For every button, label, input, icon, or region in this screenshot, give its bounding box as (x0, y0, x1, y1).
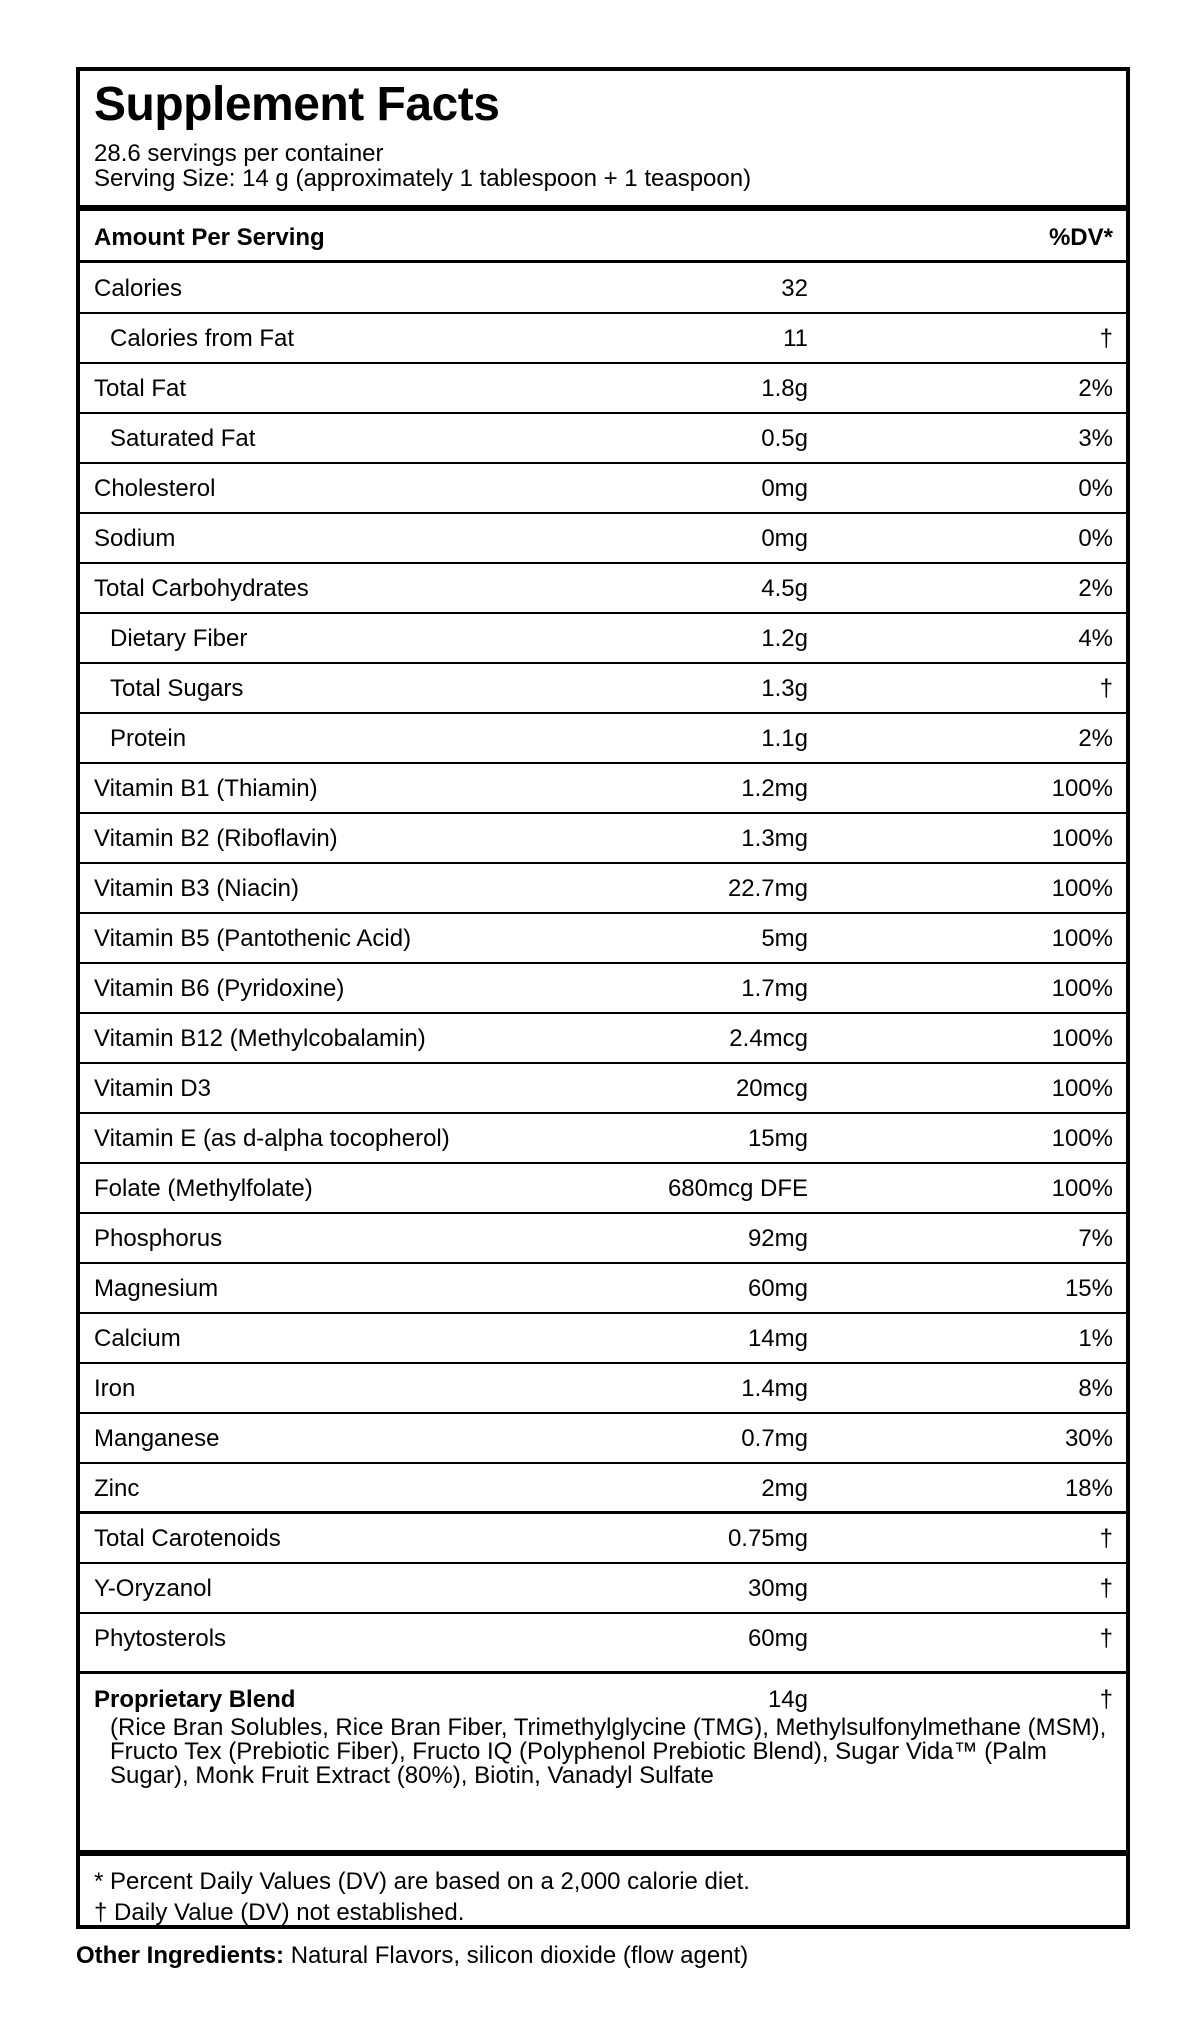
nutrient-dv: † (1099, 325, 1113, 352)
table-header (80, 211, 1126, 260)
nutrient-amount: 11 (783, 325, 808, 352)
nutrient-amount: 20mcg (735, 1075, 808, 1102)
table-row (80, 613, 1126, 663)
table-row (80, 363, 1126, 413)
table-row (80, 1113, 1126, 1163)
other-ingredients (76, 1942, 748, 1970)
table-row (80, 813, 1126, 863)
nutrient-name: Total Carotenoids (94, 1525, 281, 1552)
amount-per-serving-header: Amount Per Serving (94, 224, 325, 251)
nutrient-name: Dietary Fiber (110, 625, 248, 652)
nutrient-name: Phosphorus (94, 1225, 223, 1252)
nutrient-amount: 2mg (761, 1475, 808, 1502)
table-row (80, 1513, 1126, 1563)
table-row (80, 413, 1126, 463)
nutrient-dv: 2% (1078, 375, 1113, 402)
nutrient-name: Vitamin D3 (94, 1075, 211, 1102)
supplement-facts-panel (76, 67, 1130, 1929)
dv-header: %DV* (1048, 224, 1113, 251)
nutrient-dv: 4% (1078, 625, 1113, 652)
nutrient-name: Iron (94, 1375, 136, 1402)
nutrient-dv: 100% (1051, 825, 1113, 852)
nutrient-dv: 100% (1051, 1025, 1113, 1052)
dagger-footnote: † Daily Value (DV) not established. (94, 1899, 465, 1926)
nutrient-name: Calories (94, 275, 183, 302)
blend-ingredients: (Rice Bran Solubles, Rice Bran Fiber, Trimethylglycine (TMG), Methylsulfonylmethane (MSM), Fructo Tex (Prebiotic Fiber), Fructo IQ (Polyphenol Prebiotic Blend), Sugar Vida™ (Palm Sugar), Monk Fruit Extract (80%), Biotin, Vanadyl Sulfate (110, 1714, 1107, 1789)
table-row (80, 1163, 1126, 1213)
nutrient-name: Calcium (94, 1325, 181, 1352)
table-row (80, 963, 1126, 1013)
nutrient-name: Vitamin B12 (Methylcobalamin) (94, 1025, 426, 1052)
nutrient-name: Vitamin B6 (Pyridoxine) (94, 975, 345, 1002)
nutrient-amount: 0mg (761, 525, 808, 552)
nutrient-name: Sodium (94, 525, 176, 552)
nutrient-amount: 1.1g (761, 725, 808, 752)
nutrient-dv: 0% (1078, 525, 1113, 552)
nutrient-amount: 0mg (761, 475, 808, 502)
nutrient-name: Vitamin B5 (Pantothenic Acid) (94, 925, 412, 952)
table-row (80, 263, 1126, 313)
table-row (80, 713, 1126, 763)
nutrient-name: Zinc (94, 1475, 140, 1502)
nutrient-amount: 680mcg DFE (667, 1175, 808, 1202)
nutrient-name: Vitamin B1 (Thiamin) (94, 775, 318, 802)
nutrient-name: Total Sugars (110, 675, 244, 702)
other-ingredients-text: Natural Flavors, silicon dioxide (flow agent) (284, 1942, 749, 1969)
nutrient-name: Cholesterol (94, 475, 216, 502)
nutrient-dv: † (1099, 675, 1113, 702)
table-row (80, 1063, 1126, 1113)
nutrient-dv: 2% (1078, 725, 1113, 752)
nutrient-dv: 30% (1064, 1425, 1113, 1452)
nutrient-amount: 1.7mg (741, 975, 808, 1002)
table-row (80, 463, 1126, 513)
dv-footnote: * Percent Daily Values (DV) are based on a 2,000 calorie diet. (94, 1868, 750, 1895)
table-row (80, 763, 1126, 813)
nutrient-dv: 2% (1078, 575, 1113, 602)
nutrient-name: Calories from Fat (110, 325, 295, 352)
proprietary-blend (80, 1674, 1126, 1850)
nutrient-dv: 7% (1078, 1225, 1113, 1252)
label-title: Supplement Facts (94, 78, 500, 131)
nutrient-dv: 15% (1064, 1275, 1113, 1302)
nutrient-amount: 22.7mg (727, 875, 808, 902)
table-row (80, 1613, 1126, 1663)
nutrient-dv: 18% (1064, 1475, 1113, 1502)
blend-amount: 14g (767, 1686, 808, 1713)
servings-info (94, 141, 751, 191)
table-row (80, 1013, 1126, 1063)
nutrient-amount: 60mg (747, 1275, 808, 1302)
footnote-divider (80, 1850, 1126, 1856)
nutrient-name: Magnesium (94, 1275, 219, 1302)
nutrient-name: Folate (Methylfolate) (94, 1175, 313, 1202)
nutrient-name: Vitamin B2 (Riboflavin) (94, 825, 338, 852)
nutrient-name: Manganese (94, 1425, 220, 1452)
nutrient-name: Protein (110, 725, 187, 752)
nutrient-amount: 1.2g (761, 625, 808, 652)
table-row (80, 1413, 1126, 1463)
nutrient-name: Saturated Fat (110, 425, 256, 452)
nutrient-dv: 1% (1078, 1325, 1113, 1352)
table-row (80, 1563, 1126, 1613)
nutrient-dv: 100% (1051, 1075, 1113, 1102)
nutrient-dv: 0% (1078, 475, 1113, 502)
other-ingredients-label: Other Ingredients: (76, 1942, 285, 1969)
nutrient-amount: 2.4mcg (729, 1025, 808, 1052)
nutrient-name: Phytosterols (94, 1625, 227, 1652)
table-row (80, 663, 1126, 713)
nutrient-amount: 1.4mg (741, 1375, 808, 1402)
table-row (80, 1213, 1126, 1263)
table-row (80, 1313, 1126, 1363)
nutrient-name: Total Carbohydrates (94, 575, 309, 602)
nutrient-dv: 3% (1078, 425, 1113, 452)
nutrient-amount: 0.75mg (727, 1525, 808, 1552)
nutrient-dv: 100% (1051, 875, 1113, 902)
nutrient-amount: 15mg (747, 1125, 808, 1152)
nutrient-name: Y-Oryzanol (94, 1575, 212, 1602)
nutrient-name: Vitamin B3 (Niacin) (94, 875, 299, 902)
table-row (80, 863, 1126, 913)
nutrient-dv: 100% (1051, 775, 1113, 802)
table-row (80, 1363, 1126, 1413)
table-row (80, 913, 1126, 963)
nutrient-amount: 32 (781, 275, 808, 302)
nutrient-amount: 1.2mg (741, 775, 808, 802)
nutrient-name: Total Fat (94, 375, 187, 402)
nutrient-dv: 100% (1051, 1125, 1113, 1152)
nutrient-amount: 0.5g (761, 425, 808, 452)
nutrient-dv: 100% (1051, 975, 1113, 1002)
nutrient-dv: 100% (1051, 1175, 1113, 1202)
table-row (80, 313, 1126, 363)
nutrient-amount: 1.8g (761, 375, 808, 402)
nutrient-amount: 0.7mg (741, 1425, 808, 1452)
table-row (80, 513, 1126, 563)
blend-dv: † (1099, 1686, 1113, 1713)
nutrient-dv: † (1099, 1525, 1113, 1552)
nutrient-amount: 30mg (747, 1575, 808, 1602)
table-row (80, 1263, 1126, 1313)
nutrient-amount: 4.5g (761, 575, 808, 602)
nutrient-amount: 14mg (747, 1325, 808, 1352)
nutrient-amount: 60mg (747, 1625, 808, 1652)
nutrient-amount: 5mg (761, 925, 808, 952)
serving-size: Serving Size: 14 g (approximately 1 tablespoon + 1 teaspoon) (94, 165, 752, 192)
table-row (80, 563, 1126, 613)
nutrient-amount: 1.3mg (741, 825, 808, 852)
servings-per-container: 28.6 servings per container (94, 140, 384, 167)
table-row (80, 1463, 1126, 1513)
nutrient-dv: 100% (1051, 925, 1113, 952)
nutrient-amount: 92mg (747, 1225, 808, 1252)
footnotes (94, 1866, 750, 1928)
nutrient-dv: † (1099, 1625, 1113, 1652)
nutrient-dv: 8% (1078, 1375, 1113, 1402)
nutrient-name: Vitamin E (as d-alpha tocopherol) (94, 1125, 450, 1152)
nutrient-dv: † (1099, 1575, 1113, 1602)
blend-name: Proprietary Blend (94, 1686, 296, 1713)
nutrient-amount: 1.3g (761, 675, 808, 702)
